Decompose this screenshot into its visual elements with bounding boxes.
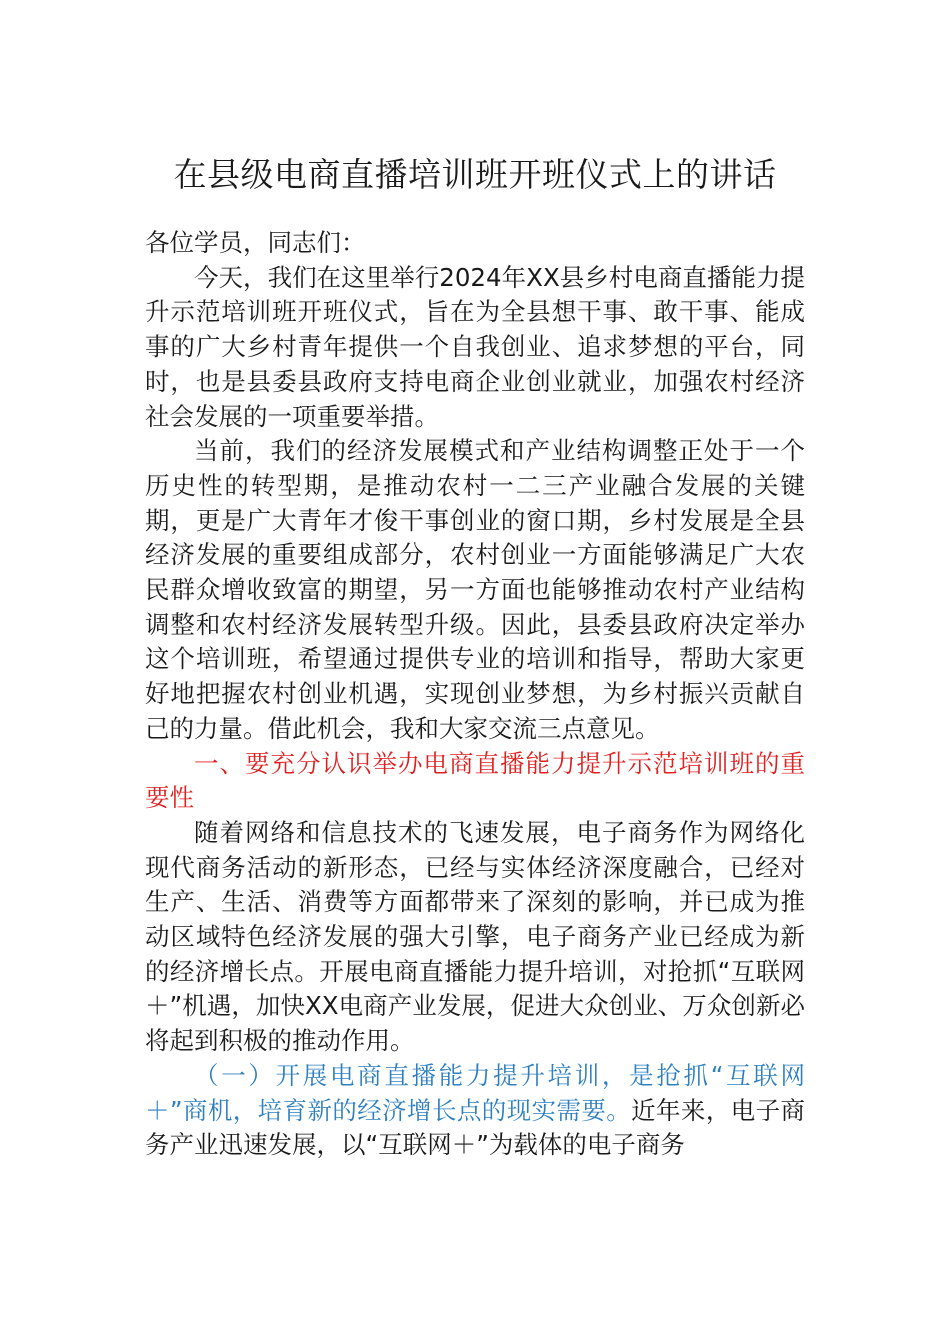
paragraph-3: 随着网络和信息技术的飞速发展，电子商务作为网络化现代商务活动的新形态，已经与实体经济深度融合，已经对生产、生活、消费等方面都带来了深刻的影响，并已成为推动区域特色经济发展的强大引擎，电子商务产业已经成为新的经济增长点。开展电商直播能力提升培训，对抢抓“互联网＋”机遇，加快XX电商产业发展，促进大众创业、万众创新必将起到积极的推动作用。 bbox=[145, 817, 805, 1056]
document-title: 在县级电商直播培训班开班仪式上的讲话 bbox=[173, 155, 777, 194]
paragraph-2: 当前，我们的经济发展模式和产业结构调整正处于一个历史性的转型期，是推动农村一二三产业融合发展的关键期，更是广大青年才俊干事创业的窗口期，乡村发展是全县经济发展的重要组成部分，农村创业一方面能够满足广大农民群众增收致富的期望，另一方面也能够推动农村产业结构调整和农村经济发展转型升级。因此，县委县政府决定举办这个培训班，希望通过提供专业的培训和指导，帮助大家更好地把握农村创业机遇，实现创业梦想，为乡村振兴贡献自己的力量。借此机会，我和大家交流三点意见。 bbox=[145, 436, 805, 743]
section-heading-1: 一、要充分认识举办电商直播能力提升示范培训班的重要性 bbox=[145, 748, 805, 813]
document-page bbox=[145, 150, 805, 1163]
paragraph-4 bbox=[145, 1059, 805, 1163]
salutation: 各位学员，同志们： bbox=[145, 228, 366, 257]
subheading-1: （一）开展电商直播能力提升培训，是抢抓“互联网＋”商机，培育新的经济增长点的现实需要。 bbox=[145, 1060, 805, 1125]
paragraph-4-text: 近年来，电子商务产业迅速发展，以“互联网＋”为载体的电子商务 bbox=[145, 1095, 806, 1160]
paragraph-1: 今天，我们在这里举行2024年XX县乡村电商直播能力提升示范培训班开班仪式，旨在为全县想干事、敢干事、能成事的广大乡村青年提供一个自我创业、追求梦想的平台，同时，也是县委县政府支持电商企业创业就业，加强农村经济社会发展的一项重要举措。 bbox=[145, 262, 805, 431]
